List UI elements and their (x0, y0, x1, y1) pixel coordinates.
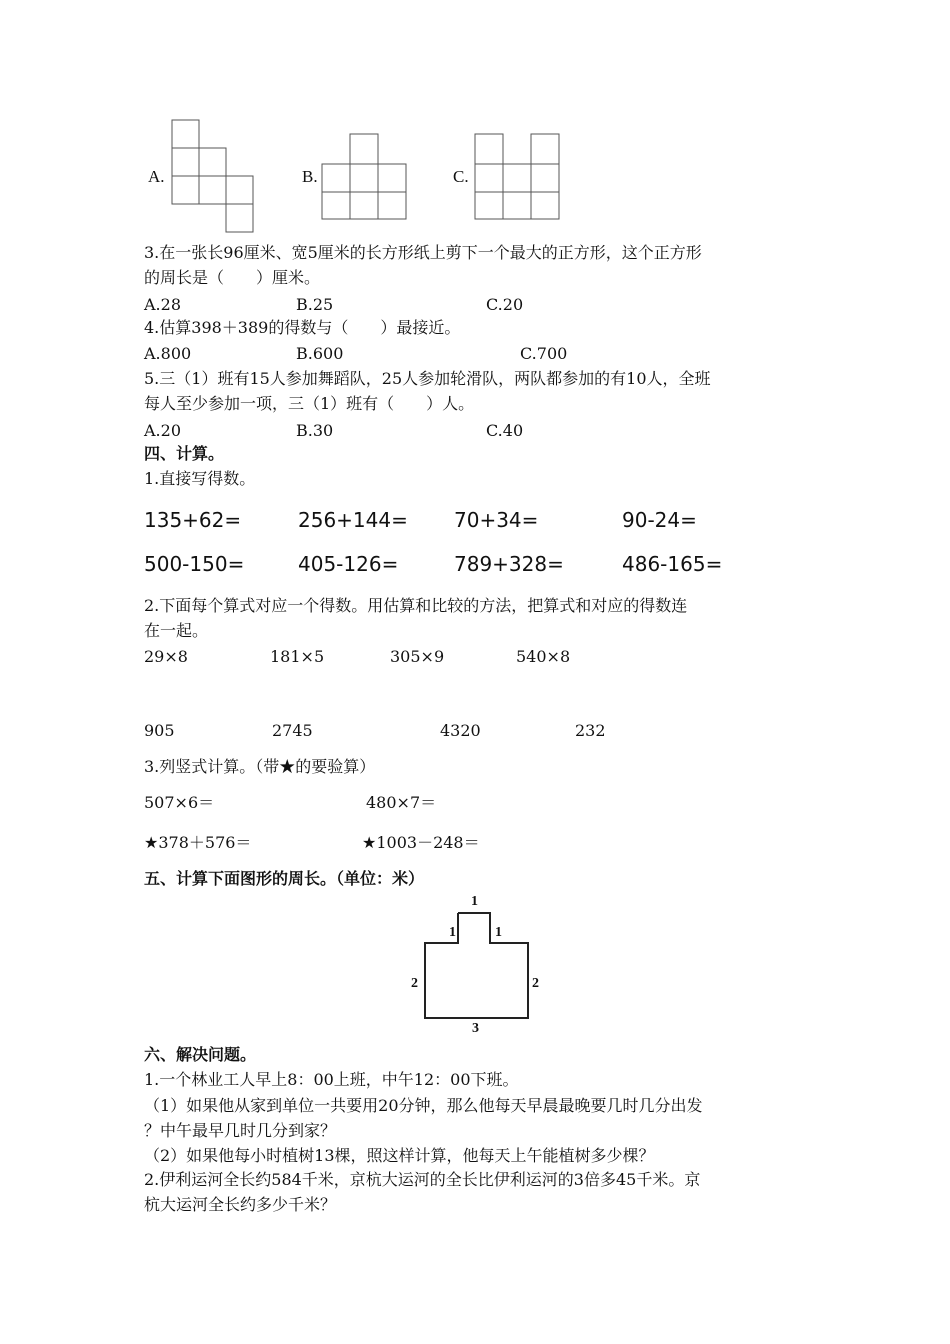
section4-part3-title: 3.列竖式计算。（带★的要验算） (144, 757, 376, 776)
problem1-text: 1.一个林业工人早上8：00上班，中午12：00下班。 (144, 1070, 519, 1089)
q4-option-b: B.600 (296, 344, 344, 363)
match-result-1: 905 (144, 721, 175, 740)
vertical-calc-3: ★378＋576＝ (144, 833, 252, 852)
mental-calc-7: 789+328= (454, 552, 564, 576)
label-left-big-height: 2 (411, 976, 418, 991)
q5-option-a: A.20 (144, 421, 181, 440)
problem2-line1: 2.伊利运河全长约584千米，京杭大运河的全长比伊利运河的3倍多45千米。京 (144, 1170, 701, 1189)
vertical-calc-2: 480×7＝ (366, 793, 437, 812)
label-right-small-height: 1 (495, 925, 502, 940)
section4-title: 四、计算。 (144, 444, 225, 463)
section4-part2-line1: 2.下面每个算式对应一个得数。用估算和比较的方法，把算式和对应的得数连 (144, 596, 688, 615)
mental-calc-6: 405-126= (298, 552, 399, 576)
q3-option-b: B.25 (296, 295, 334, 314)
problem1-sub1-line2: ？中午最早几时几分到家？ (144, 1121, 337, 1140)
q5-text-line1: 5.三（1）班有15人参加舞蹈队，25人参加轮滑队，两队都参加的有10人，全班 (144, 369, 711, 388)
q5-option-c: C.40 (486, 421, 524, 440)
match-result-3: 4320 (440, 721, 481, 740)
problem1-sub2: （2）如果他每小时植树13棵，照这样计算，他每天上午能植树多少棵？ (144, 1146, 655, 1165)
section4-part1-title: 1.直接写得数。 (144, 469, 256, 488)
q5-text-line2: 每人至少参加一项，三（1）班有（ ）人。 (144, 394, 475, 413)
net-b-label: B. (302, 167, 318, 186)
match-expr-1: 29×8 (144, 647, 188, 666)
q4-option-a: A.800 (144, 344, 192, 363)
net-a-label: A. (148, 167, 165, 186)
mental-calc-8: 486-165= (622, 552, 723, 576)
mental-calc-1: 135+62= (144, 508, 242, 532)
net-c-label: C. (453, 167, 469, 186)
q3-text-line1: 3.在一张长96厘米、宽5厘米的长方形纸上剪下一个最大的正方形，这个正方形 (144, 243, 702, 262)
label-right-big-height: 2 (532, 976, 539, 991)
q5-option-b: B.30 (296, 421, 334, 440)
net-b-figure (318, 132, 410, 224)
q3-text-line2: 的周长是（ ）厘米。 (144, 268, 321, 287)
match-expr-4: 540×8 (516, 647, 571, 666)
match-expr-3: 305×9 (390, 647, 445, 666)
vertical-calc-1: 507×6＝ (144, 793, 215, 812)
section5-title: 五、计算下面图形的周长。（单位：米） (144, 869, 425, 888)
vertical-calc-4: ★1003－248＝ (362, 833, 480, 852)
mental-calc-3: 70+34= (454, 508, 539, 532)
problem2-line2: 杭大运河全长约多少千米？ (144, 1195, 337, 1214)
net-a-figure (168, 118, 260, 238)
match-result-4: 232 (575, 721, 606, 740)
label-bottom-width: 3 (472, 1021, 479, 1036)
match-result-2: 2745 (272, 721, 313, 740)
problem1-sub1-line1: （1）如果他从家到单位一共要用20分钟，那么他每天早晨最晚要几时几分出发 (144, 1096, 703, 1115)
q4-text: 4.估算398＋389的得数与（ ）最接近。 (144, 318, 461, 337)
q4-option-c: C.700 (520, 344, 568, 363)
section6-title: 六、解决问题。 (144, 1045, 257, 1064)
mental-calc-4: 90-24= (622, 508, 697, 532)
q3-option-c: C.20 (486, 295, 524, 314)
section4-part2-line2: 在一起。 (144, 621, 209, 640)
mental-calc-2: 256+144= (298, 508, 408, 532)
q3-option-a: A.28 (144, 295, 181, 314)
mental-calc-5: 500-150= (144, 552, 245, 576)
label-left-small-height: 1 (449, 925, 456, 940)
match-expr-2: 181×5 (270, 647, 325, 666)
label-top-width: 1 (471, 894, 478, 909)
net-c-figure (471, 132, 563, 224)
